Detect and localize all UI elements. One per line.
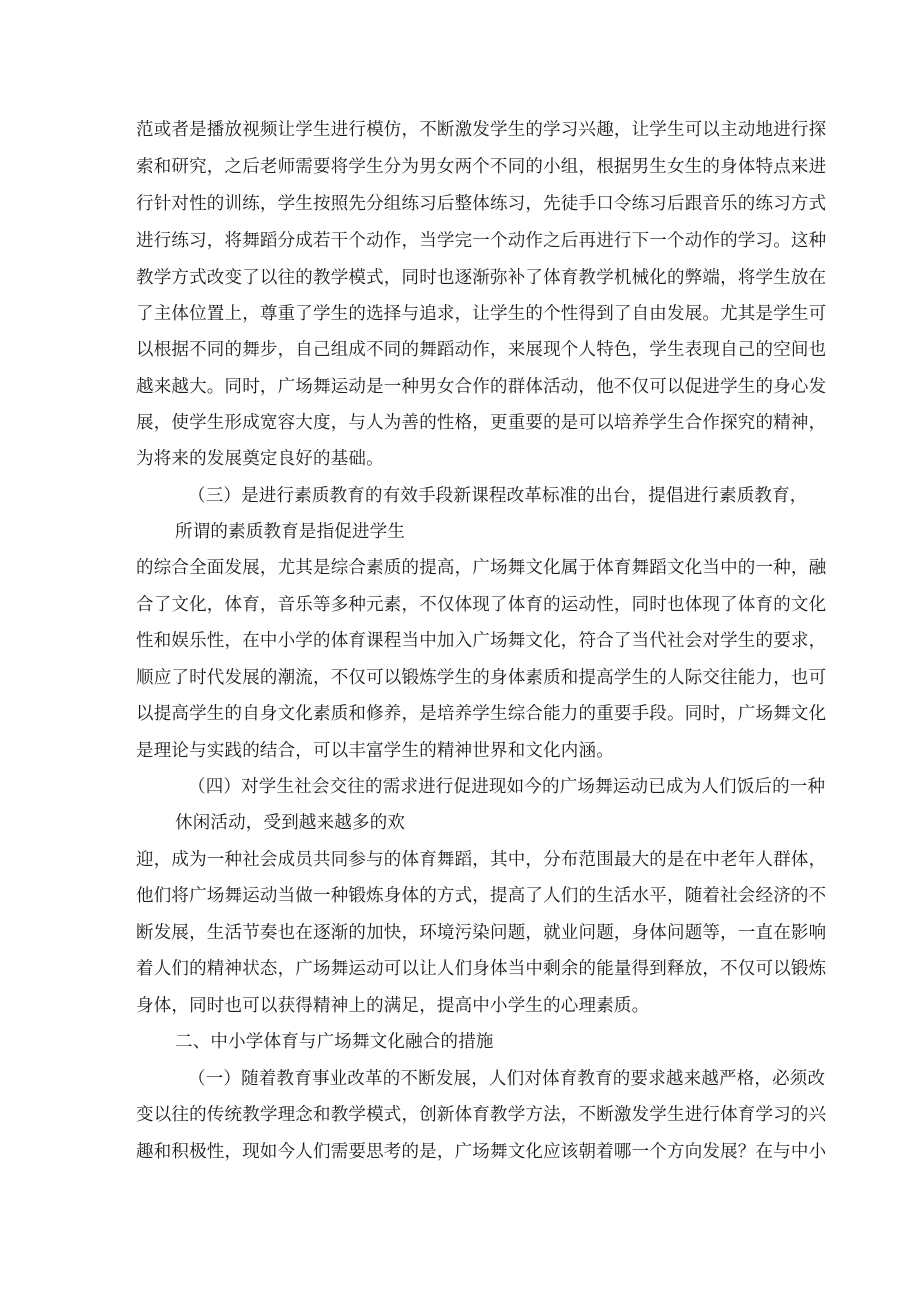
body-text-line: 越来越大。同时，广场舞运动是一种男女合作的群体活动，他不仅可以促进学生的身心发 [136, 377, 827, 397]
body-text-line: 顺应了时代发展的潮流，不仅可以锻炼学生的身体素质和提高学生的人际交往能力，也可 [136, 668, 827, 688]
body-text-line: 合了文化，体育，音乐等多种元素，不仅体现了体育的运动性，同时也体现了体育的文化 [136, 595, 827, 615]
body-text-line: 索和研究，之后老师需要将学生分为男女两个不同的小组，根据男生女生的身体特点来进 [136, 157, 827, 177]
body-text-line: 他们将广场舞运动当做一种锻炼身体的方式，提高了人们的生活水平，随着社会经济的不 [136, 886, 827, 906]
body-text-line: 是理论与实践的结合，可以丰富学生的精神世界和文化内涵。 [136, 741, 614, 761]
body-text-line: 以根据不同的舞步，自己组成不同的舞蹈动作，来展现个人特色，学生表现自己的空间也 [136, 340, 827, 360]
body-text-line: 展，使学生形成宽容大度，与人为善的性格，更重要的是可以培养学生合作探究的精神， [136, 413, 827, 433]
body-text-line: 为将来的发展奠定良好的基础。 [136, 449, 384, 469]
chapter-heading: 二、中小学体育与广场舞文化融合的措施 [175, 1032, 494, 1052]
body-text-line: 范或者是播放视频让学生进行模仿，不断激发学生的学习兴趣，让学生可以主动地进行探 [136, 120, 827, 140]
body-text-line: 着人们的精神状态，广场舞运动可以让人们身体当中剩余的能量得到释放，不仅可以锻炼 [136, 959, 827, 979]
body-text-line: 断发展，生活节奏也在逐渐的加快，环境污染问题，就业问题，身体问题等，一直在影响 [136, 923, 827, 943]
body-text-line: 以提高学生的自身文化素质和修养，是培养学生综合能力的重要手段。同时，广场舞文化 [136, 704, 827, 724]
body-text-line: 休闲活动，受到越来越多的欢 [175, 813, 406, 833]
body-text-line: 趣和积极性，现如今人们需要思考的是，广场舞文化应该朝着哪一个方向发展？在与中小 [136, 1142, 827, 1162]
body-text-line: 进行练习，将舞蹈分成若干个动作，当学完一个动作之后再进行下一个动作的学习。这种 [136, 231, 827, 251]
body-text-line: 变以往的传统教学理念和教学模式，创新体育教学方法，不断激发学生进行体育学习的兴 [136, 1105, 827, 1125]
body-text-line: 所谓的素质教育是指促进学生 [175, 522, 406, 542]
body-text-line: 了主体位置上，尊重了学生的选择与追求，让学生的个性得到了自由发展。尤其是学生可 [136, 304, 827, 324]
section-heading-4: （四）对学生社会交往的需求进行促进现如今的广场舞运动已成为人们饭后的一种 [188, 777, 826, 797]
body-text-line: 性和娱乐性，在中小学的体育课程当中加入广场舞文化，符合了当代社会对学生的要求， [136, 631, 827, 651]
body-text-line: 行针对性的训练，学生按照先分组练习后整体练习，先徒手口令练习后跟音乐的练习方式 [136, 194, 827, 214]
body-text-line: 身体，同时也可以获得精神上的满足，提高中小学生的心理素质。 [136, 996, 650, 1016]
body-text-line: 迎，成为一种社会成员共同参与的体育舞蹈，其中，分布范围最大的是在中老年人群体， [136, 850, 827, 870]
section-heading-1: （一）随着教育事业改革的不断发展，人们对体育教育的要求越来越严格，必须改 [188, 1069, 826, 1089]
body-text-line: 教学方式改变了以往的教学模式，同时也逐渐弥补了体育教学机械化的弊端，将学生放在 [136, 268, 827, 288]
body-text-line: 的综合全面发展，尤其是综合素质的提高，广场舞文化属于体育舞蹈文化当中的一种，融 [136, 558, 827, 578]
section-heading-3: （三）是进行素质教育的有效手段新课程改革标准的出台，提倡进行素质教育， [188, 486, 808, 506]
